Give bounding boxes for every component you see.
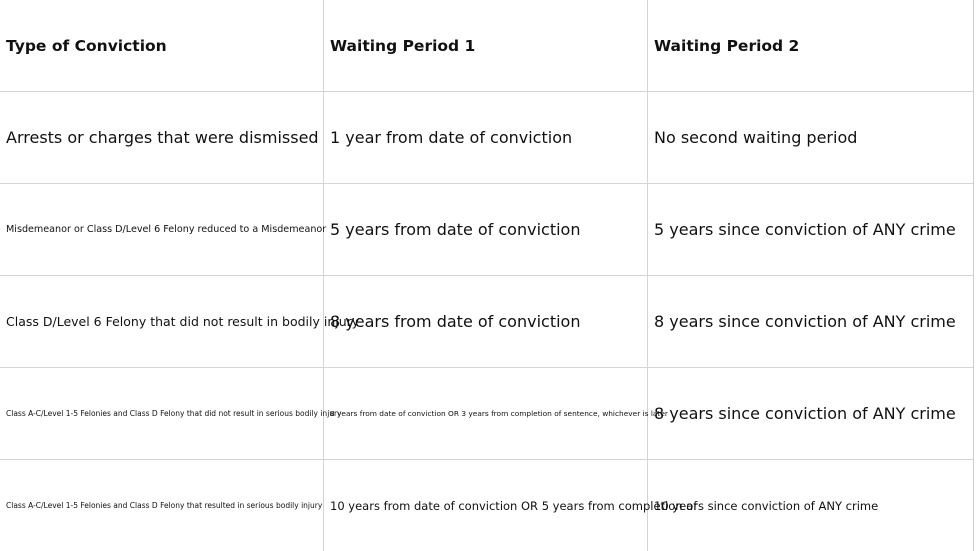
table-cell-conviction-type: Arrests or charges that were dismissed [0,92,324,184]
header-type-of-conviction: Type of Conviction [0,0,324,92]
table-cell-waiting-period-1: 1 year from date of conviction [324,92,648,184]
header-waiting-period-2: Waiting Period 2 [648,0,973,92]
header-waiting-period-1: Waiting Period 1 [324,0,648,92]
table-cell-waiting-period-1: 8 years from date of conviction [324,276,648,368]
table-cell-waiting-period-1: 8 years from date of conviction OR 3 years from completion of sentence, whichever is later [324,368,648,460]
table-cell-waiting-period-1: 5 years from date of conviction [324,184,648,276]
table-cell-waiting-period-2: 10 years since conviction of ANY crime [654,498,879,513]
table-cell-waiting-period-2: 8 years since conviction of ANY crime [648,368,973,460]
table-cell-conviction-type: Class A-C/Level 1-5 Felonies and Class D Felony that resulted in serious bodily injury [0,460,324,551]
table-cell-conviction-type: Misdemeanor or Class D/Level 6 Felony reduced to a Misdemeanor [0,184,324,276]
table-cell-conviction-type: Class A-C/Level 1-5 Felonies and Class D Felony that did not result in serious bodily injury [0,368,324,460]
table-cell-conviction-type: Class D/Level 6 Felony that did not result in bodily injury [0,276,324,368]
table-cell-waiting-period-2: 5 years since conviction of ANY crime [648,184,973,276]
table-cell-waiting-period-2: 8 years since conviction of ANY crime [648,276,973,368]
table-cell-waiting-period-2: No second waiting period [648,92,973,184]
table-cell-waiting-period-1: 10 years from date of conviction OR 5 years from completion of [324,460,648,551]
